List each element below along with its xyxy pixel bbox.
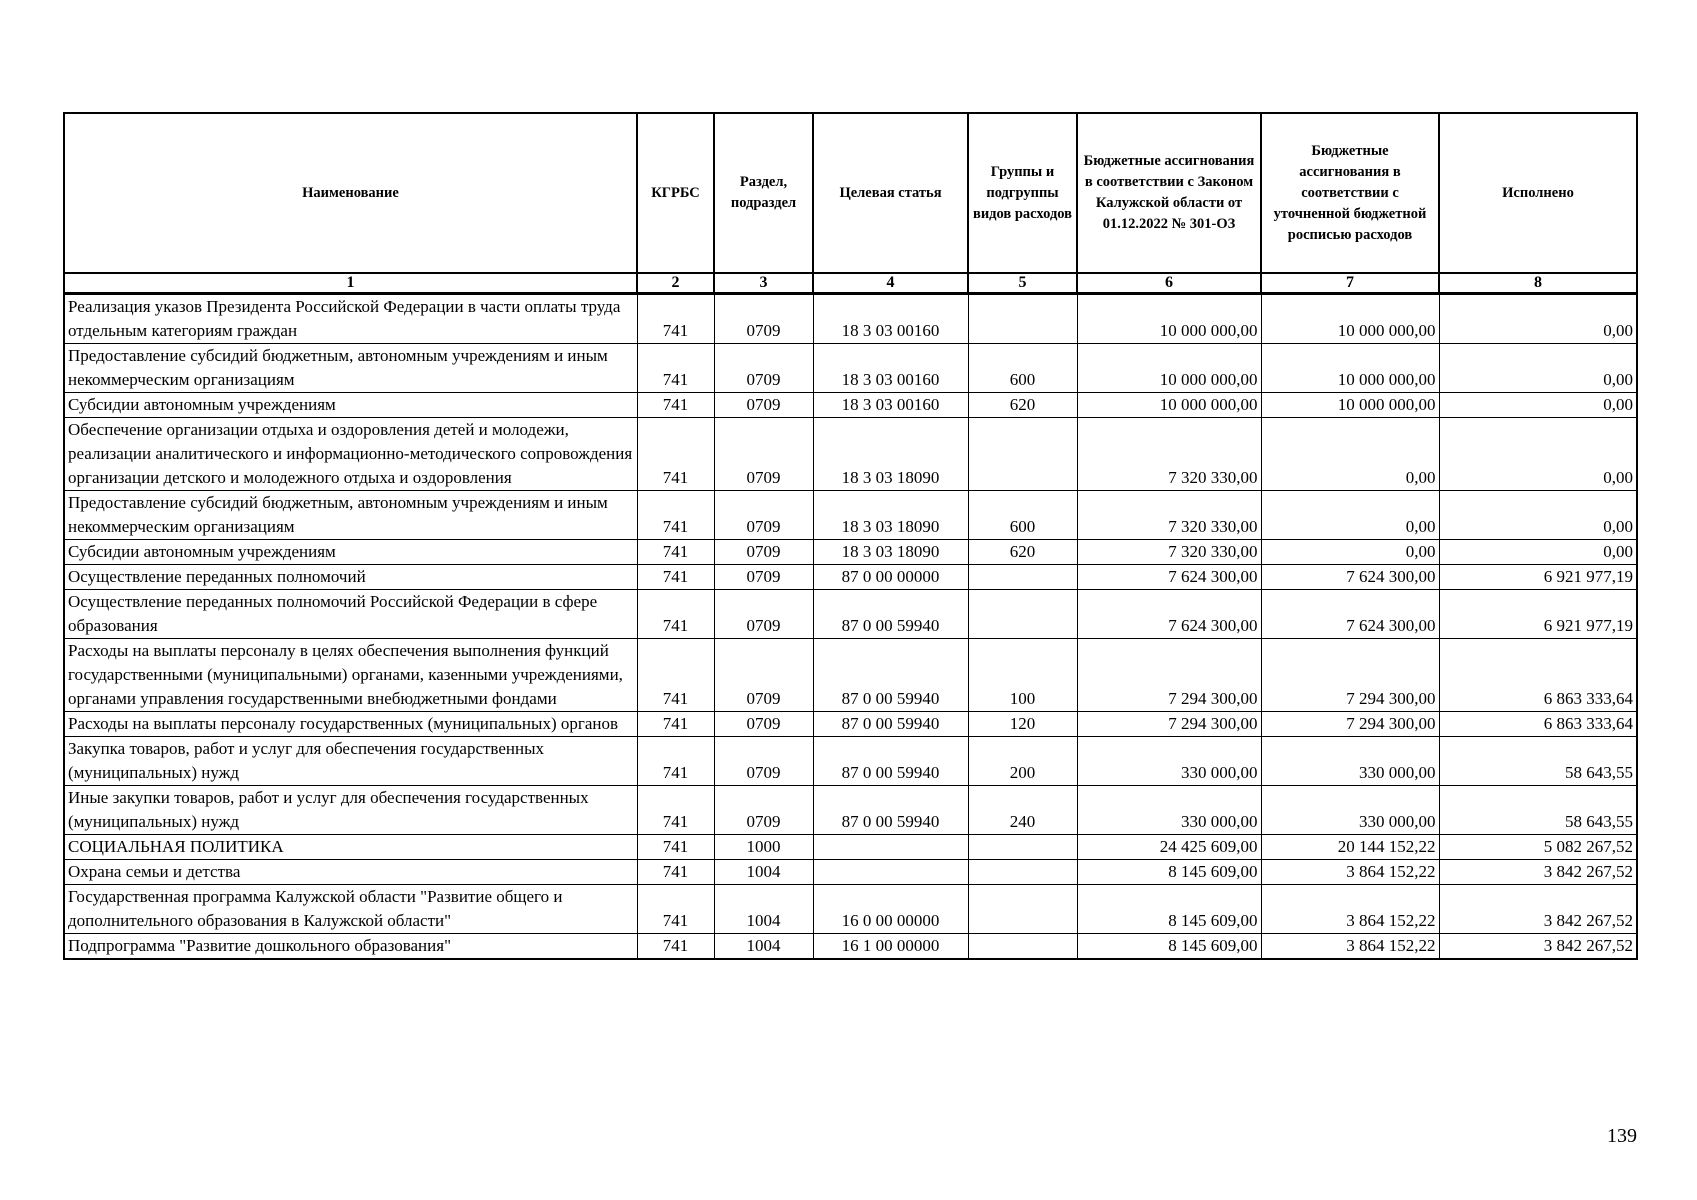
cell-razdel: 0709 bbox=[714, 639, 813, 712]
cell-rospis-amount: 3 864 152,22 bbox=[1261, 885, 1439, 934]
cell-celevaya: 18 3 03 18090 bbox=[813, 540, 968, 565]
cell-razdel: 1004 bbox=[714, 885, 813, 934]
column-number: 5 bbox=[968, 273, 1077, 294]
cell-law-amount: 8 145 609,00 bbox=[1077, 860, 1261, 885]
cell-ispolneno-amount: 3 842 267,52 bbox=[1439, 860, 1637, 885]
cell-celevaya: 87 0 00 59940 bbox=[813, 786, 968, 835]
cell-celevaya: 87 0 00 59940 bbox=[813, 639, 968, 712]
header-row bbox=[64, 113, 1637, 273]
cell-rospis-amount: 7 294 300,00 bbox=[1261, 639, 1439, 712]
cell-name: Осуществление переданных полномочий bbox=[64, 565, 637, 590]
cell-vid bbox=[968, 860, 1077, 885]
cell-law-amount: 7 624 300,00 bbox=[1077, 565, 1261, 590]
table-row bbox=[64, 294, 1637, 344]
cell-razdel: 0709 bbox=[714, 418, 813, 491]
cell-rospis-amount: 330 000,00 bbox=[1261, 737, 1439, 786]
cell-razdel: 0709 bbox=[714, 344, 813, 393]
cell-name: Расходы на выплаты персоналу в целях обеспечения выполнения функций государственными (муниципальными) органами, казенными учреждениями, органами управления государственными внебюджетными фондами bbox=[64, 639, 637, 712]
cell-law-amount: 330 000,00 bbox=[1077, 737, 1261, 786]
cell-vid: 200 bbox=[968, 737, 1077, 786]
cell-kgrbs: 741 bbox=[637, 590, 714, 639]
cell-ispolneno-amount: 5 082 267,52 bbox=[1439, 835, 1637, 860]
cell-kgrbs: 741 bbox=[637, 418, 714, 491]
cell-kgrbs: 741 bbox=[637, 491, 714, 540]
cell-vid: 100 bbox=[968, 639, 1077, 712]
cell-celevaya: 16 0 00 00000 bbox=[813, 885, 968, 934]
cell-rospis-amount: 10 000 000,00 bbox=[1261, 393, 1439, 418]
table-row bbox=[64, 565, 1637, 590]
cell-celevaya: 16 1 00 00000 bbox=[813, 934, 968, 960]
cell-name: Осуществление переданных полномочий Российской Федерации в сфере образования bbox=[64, 590, 637, 639]
cell-rospis-amount: 7 624 300,00 bbox=[1261, 565, 1439, 590]
cell-razdel: 1000 bbox=[714, 835, 813, 860]
cell-name: Расходы на выплаты персоналу государственных (муниципальных) органов bbox=[64, 712, 637, 737]
cell-law-amount: 10 000 000,00 bbox=[1077, 344, 1261, 393]
cell-law-amount: 7 320 330,00 bbox=[1077, 418, 1261, 491]
cell-razdel: 0709 bbox=[714, 540, 813, 565]
cell-ispolneno-amount: 0,00 bbox=[1439, 294, 1637, 344]
cell-celevaya: 18 3 03 18090 bbox=[813, 491, 968, 540]
cell-vid bbox=[968, 294, 1077, 344]
cell-razdel: 0709 bbox=[714, 712, 813, 737]
table-row bbox=[64, 860, 1637, 885]
header-law: Бюджетные ассигнования в соответствии с Законом Калужской области от 01.12.2022 № 301-ОЗ bbox=[1077, 113, 1261, 273]
cell-rospis-amount: 7 624 300,00 bbox=[1261, 590, 1439, 639]
cell-razdel: 0709 bbox=[714, 737, 813, 786]
header-razdel: Раздел, подраздел bbox=[714, 113, 813, 273]
column-number: 1 bbox=[64, 273, 637, 294]
cell-kgrbs: 741 bbox=[637, 934, 714, 960]
cell-rospis-amount: 0,00 bbox=[1261, 491, 1439, 540]
cell-law-amount: 7 320 330,00 bbox=[1077, 540, 1261, 565]
column-number-row bbox=[64, 273, 1637, 294]
cell-kgrbs: 741 bbox=[637, 712, 714, 737]
cell-razdel: 0709 bbox=[714, 491, 813, 540]
header-name: Наименование bbox=[64, 113, 637, 273]
table-row bbox=[64, 344, 1637, 393]
cell-rospis-amount: 3 864 152,22 bbox=[1261, 860, 1439, 885]
table-row bbox=[64, 418, 1637, 491]
cell-razdel: 0709 bbox=[714, 393, 813, 418]
header-celevaya: Целевая статья bbox=[813, 113, 968, 273]
cell-kgrbs: 741 bbox=[637, 885, 714, 934]
cell-ispolneno-amount: 6 863 333,64 bbox=[1439, 639, 1637, 712]
cell-law-amount: 7 294 300,00 bbox=[1077, 712, 1261, 737]
cell-name: СОЦИАЛЬНАЯ ПОЛИТИКА bbox=[64, 835, 637, 860]
cell-vid: 620 bbox=[968, 393, 1077, 418]
cell-name: Подпрограмма "Развитие дошкольного образования" bbox=[64, 934, 637, 960]
table-body bbox=[64, 294, 1637, 960]
cell-celevaya: 87 0 00 59940 bbox=[813, 590, 968, 639]
cell-razdel: 1004 bbox=[714, 934, 813, 960]
cell-rospis-amount: 3 864 152,22 bbox=[1261, 934, 1439, 960]
column-number: 2 bbox=[637, 273, 714, 294]
cell-razdel: 0709 bbox=[714, 294, 813, 344]
cell-ispolneno-amount: 0,00 bbox=[1439, 344, 1637, 393]
cell-kgrbs: 741 bbox=[637, 860, 714, 885]
cell-vid: 240 bbox=[968, 786, 1077, 835]
cell-name: Обеспечение организации отдыха и оздоровления детей и молодежи, реализации аналитического и информационно-методического сопровождения организации детского и молодежного отдыха и оздоровления bbox=[64, 418, 637, 491]
cell-razdel: 0709 bbox=[714, 590, 813, 639]
cell-ispolneno-amount: 3 842 267,52 bbox=[1439, 934, 1637, 960]
cell-ispolneno-amount: 3 842 267,52 bbox=[1439, 885, 1637, 934]
cell-celevaya bbox=[813, 835, 968, 860]
cell-vid bbox=[968, 885, 1077, 934]
cell-ispolneno-amount: 58 643,55 bbox=[1439, 737, 1637, 786]
table-row bbox=[64, 786, 1637, 835]
cell-ispolneno-amount: 0,00 bbox=[1439, 540, 1637, 565]
cell-kgrbs: 741 bbox=[637, 786, 714, 835]
table-row bbox=[64, 934, 1637, 960]
cell-celevaya bbox=[813, 860, 968, 885]
cell-ispolneno-amount: 6 921 977,19 bbox=[1439, 565, 1637, 590]
cell-kgrbs: 741 bbox=[637, 393, 714, 418]
cell-ispolneno-amount: 0,00 bbox=[1439, 418, 1637, 491]
cell-rospis-amount: 20 144 152,22 bbox=[1261, 835, 1439, 860]
cell-rospis-amount: 10 000 000,00 bbox=[1261, 294, 1439, 344]
cell-name: Государственная программа Калужской области "Развитие общего и дополнительного образования в Калужской области" bbox=[64, 885, 637, 934]
cell-law-amount: 8 145 609,00 bbox=[1077, 934, 1261, 960]
cell-law-amount: 7 320 330,00 bbox=[1077, 491, 1261, 540]
cell-celevaya: 18 3 03 18090 bbox=[813, 418, 968, 491]
cell-vid: 620 bbox=[968, 540, 1077, 565]
cell-name: Охрана семьи и детства bbox=[64, 860, 637, 885]
cell-law-amount: 7 624 300,00 bbox=[1077, 590, 1261, 639]
cell-name: Закупка товаров, работ и услуг для обеспечения государственных (муниципальных) нужд bbox=[64, 737, 637, 786]
cell-vid bbox=[968, 418, 1077, 491]
table-row bbox=[64, 712, 1637, 737]
page-number: 139 bbox=[1607, 1125, 1637, 1147]
cell-rospis-amount: 0,00 bbox=[1261, 418, 1439, 491]
cell-name: Предоставление субсидий бюджетным, автономным учреждениям и иным некоммерческим организациям bbox=[64, 344, 637, 393]
cell-rospis-amount: 0,00 bbox=[1261, 540, 1439, 565]
header-vid: Группы и подгруппы видов расходов bbox=[968, 113, 1077, 273]
table-row bbox=[64, 393, 1637, 418]
table-row bbox=[64, 540, 1637, 565]
table-row bbox=[64, 491, 1637, 540]
cell-vid: 120 bbox=[968, 712, 1077, 737]
header-rospis: Бюджетные ассигнования в соответствии с уточненной бюджетной росписью расходов bbox=[1261, 113, 1439, 273]
cell-ispolneno-amount: 0,00 bbox=[1439, 491, 1637, 540]
table-row bbox=[64, 737, 1637, 786]
column-number: 6 bbox=[1077, 273, 1261, 294]
header-ispolneno: Исполнено bbox=[1439, 113, 1637, 273]
cell-kgrbs: 741 bbox=[637, 737, 714, 786]
cell-vid bbox=[968, 590, 1077, 639]
cell-rospis-amount: 7 294 300,00 bbox=[1261, 712, 1439, 737]
cell-celevaya: 18 3 03 00160 bbox=[813, 344, 968, 393]
cell-kgrbs: 741 bbox=[637, 344, 714, 393]
cell-kgrbs: 741 bbox=[637, 565, 714, 590]
cell-rospis-amount: 10 000 000,00 bbox=[1261, 344, 1439, 393]
cell-law-amount: 8 145 609,00 bbox=[1077, 885, 1261, 934]
cell-celevaya: 18 3 03 00160 bbox=[813, 294, 968, 344]
cell-rospis-amount: 330 000,00 bbox=[1261, 786, 1439, 835]
column-number: 7 bbox=[1261, 273, 1439, 294]
cell-name: Иные закупки товаров, работ и услуг для обеспечения государственных (муниципальных) нужд bbox=[64, 786, 637, 835]
cell-law-amount: 330 000,00 bbox=[1077, 786, 1261, 835]
cell-name: Предоставление субсидий бюджетным, автономным учреждениям и иным некоммерческим организациям bbox=[64, 491, 637, 540]
cell-kgrbs: 741 bbox=[637, 540, 714, 565]
cell-celevaya: 18 3 03 00160 bbox=[813, 393, 968, 418]
cell-law-amount: 10 000 000,00 bbox=[1077, 294, 1261, 344]
cell-law-amount: 24 425 609,00 bbox=[1077, 835, 1261, 860]
header-kgrbs: КГРБС bbox=[637, 113, 714, 273]
cell-ispolneno-amount: 58 643,55 bbox=[1439, 786, 1637, 835]
cell-kgrbs: 741 bbox=[637, 835, 714, 860]
cell-razdel: 0709 bbox=[714, 786, 813, 835]
table-row bbox=[64, 639, 1637, 712]
budget-table bbox=[63, 112, 1638, 960]
column-number: 3 bbox=[714, 273, 813, 294]
cell-law-amount: 10 000 000,00 bbox=[1077, 393, 1261, 418]
cell-law-amount: 7 294 300,00 bbox=[1077, 639, 1261, 712]
cell-kgrbs: 741 bbox=[637, 639, 714, 712]
cell-vid bbox=[968, 835, 1077, 860]
cell-ispolneno-amount: 6 863 333,64 bbox=[1439, 712, 1637, 737]
cell-vid: 600 bbox=[968, 491, 1077, 540]
cell-ispolneno-amount: 6 921 977,19 bbox=[1439, 590, 1637, 639]
cell-name: Субсидии автономным учреждениям bbox=[64, 393, 637, 418]
cell-ispolneno-amount: 0,00 bbox=[1439, 393, 1637, 418]
cell-vid: 600 bbox=[968, 344, 1077, 393]
cell-kgrbs: 741 bbox=[637, 294, 714, 344]
column-number: 4 bbox=[813, 273, 968, 294]
cell-razdel: 1004 bbox=[714, 860, 813, 885]
cell-name: Субсидии автономным учреждениям bbox=[64, 540, 637, 565]
cell-razdel: 0709 bbox=[714, 565, 813, 590]
cell-celevaya: 87 0 00 59940 bbox=[813, 712, 968, 737]
cell-name: Реализация указов Президента Российской Федерации в части оплаты труда отдельным категориям граждан bbox=[64, 294, 637, 344]
column-number: 8 bbox=[1439, 273, 1637, 294]
cell-celevaya: 87 0 00 00000 bbox=[813, 565, 968, 590]
cell-celevaya: 87 0 00 59940 bbox=[813, 737, 968, 786]
cell-vid bbox=[968, 934, 1077, 960]
table-row bbox=[64, 590, 1637, 639]
table-row bbox=[64, 835, 1637, 860]
table-row bbox=[64, 885, 1637, 934]
cell-vid bbox=[968, 565, 1077, 590]
